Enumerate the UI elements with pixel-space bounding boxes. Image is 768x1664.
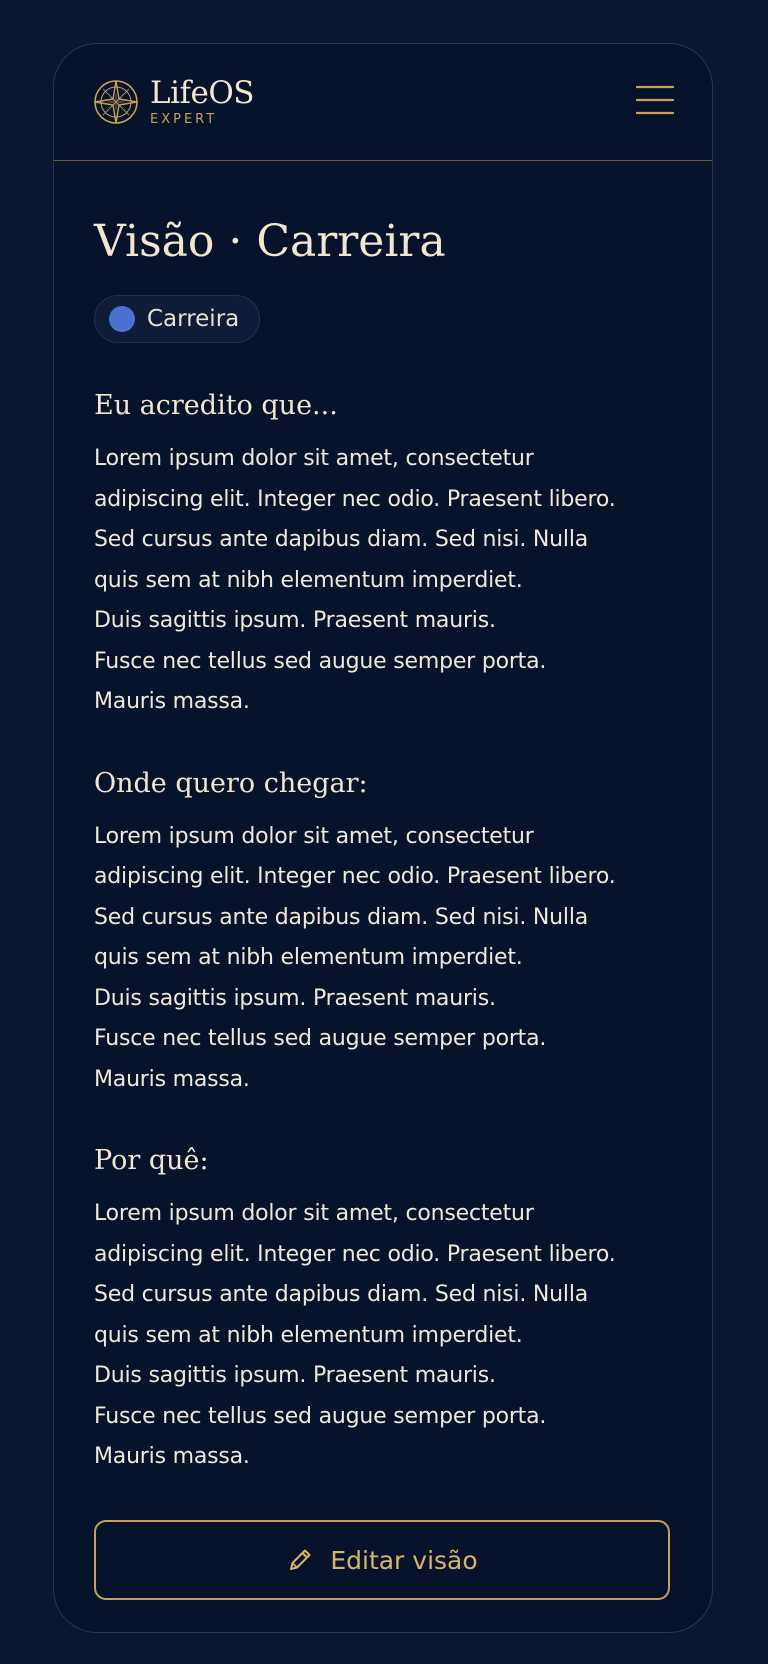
body-line: adipiscing elit. Integer nec odio. Praesent libero. (94, 486, 616, 512)
category-chip-label: Carreira (147, 306, 240, 332)
body-line: Fusce nec tellus sed augue semper porta. (94, 1026, 547, 1051)
section-title: Eu acredito que... (94, 390, 338, 421)
body-line: adipiscing elit. Integer nec odio. Praesent libero. (94, 864, 616, 889)
section-why (94, 1144, 672, 1478)
pencil-icon (286, 1546, 314, 1574)
body-line: Lorem ipsum dolor sit amet, consectetur (94, 446, 534, 471)
body-line: Mauris massa. (94, 1066, 250, 1092)
section-title: Onde quero chegar: (94, 767, 368, 799)
body-line: Sed cursus ante dapibus diam. Sed nisi. Nulla (94, 1282, 589, 1307)
section-title: Por quê: (94, 1145, 209, 1176)
body-line: Duis sagittis ipsum. Praesent mauris. (94, 1363, 496, 1388)
page-title: Visão · Carreira (94, 216, 446, 267)
body-line: Fusce nec tellus sed augue semper porta. (94, 648, 547, 674)
body-line: Duis sagittis ipsum. Praesent mauris. (94, 608, 496, 633)
body-line: Mauris massa. (94, 689, 250, 714)
section-body (94, 817, 672, 1101)
body-line: Sed cursus ante dapibus diam. Sed nisi. Nulla (94, 527, 589, 552)
vision-content (54, 217, 712, 1478)
section-goal (94, 767, 672, 1101)
body-line: adipiscing elit. Integer nec odio. Praesent libero. (94, 1241, 616, 1267)
app-subtitle: EXPERT (150, 112, 218, 127)
app-screen (53, 43, 713, 1633)
body-line: quis sem at nibh elementum imperdiet. (94, 567, 523, 593)
section-body (94, 439, 672, 723)
body-line: Mauris massa. (94, 1444, 250, 1469)
body-line: Lorem ipsum dolor sit amet, consectetur (94, 823, 534, 849)
edit-vision-label: Editar visão (330, 1545, 478, 1575)
menu-button[interactable] (636, 84, 674, 116)
section-belief (94, 389, 672, 723)
category-dot (109, 306, 135, 332)
body-line: Lorem ipsum dolor sit amet, consectetur (94, 1201, 534, 1226)
body-line: quis sem at nibh elementum imperdiet. (94, 945, 523, 970)
section-body (94, 1194, 672, 1478)
logo-text (150, 76, 254, 127)
app-header (54, 44, 712, 161)
edit-vision-button[interactable] (94, 1520, 670, 1600)
compass-star-icon (92, 78, 140, 126)
app-name: LifeOS (150, 75, 254, 111)
hamburger-menu-icon (636, 84, 674, 116)
body-line: quis sem at nibh elementum imperdiet. (94, 1322, 523, 1348)
body-line: Sed cursus ante dapibus diam. Sed nisi. Nulla (94, 904, 589, 930)
app-logo[interactable] (92, 76, 254, 127)
category-chip[interactable] (94, 295, 260, 343)
body-line: Duis sagittis ipsum. Praesent mauris. (94, 985, 496, 1011)
body-line: Fusce nec tellus sed augue semper porta. (94, 1403, 547, 1429)
